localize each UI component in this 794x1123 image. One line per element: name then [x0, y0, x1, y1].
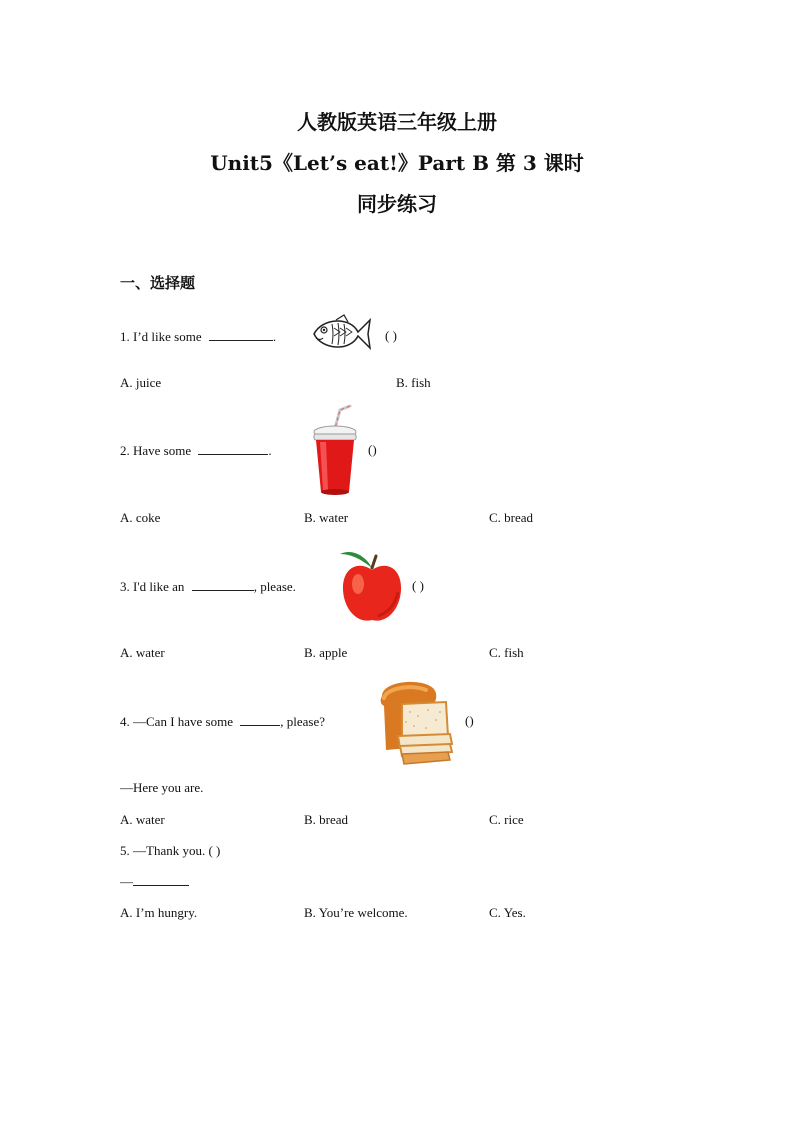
question-4-stem: 4. —Can I have some	[120, 714, 234, 729]
question-2-option-a[interactable]: A. coke	[120, 510, 161, 525]
question-3-stem-end: , please.	[253, 579, 296, 594]
question-2-stem: 2. Have some	[120, 443, 192, 458]
answer-dash: —	[120, 874, 133, 889]
worksheet-unit-title: Unit5《Let’s eat!》Part B 第 3 课时	[210, 151, 584, 175]
apple-icon	[338, 546, 406, 626]
question-1-option-a[interactable]: A. juice	[120, 375, 162, 390]
question-4-stem-end: , please?	[280, 714, 326, 729]
question-4-option-c[interactable]: C. rice	[489, 812, 524, 827]
question-4-answer-paren: ()	[465, 713, 474, 728]
question-3-option-a[interactable]: A. water	[120, 645, 165, 660]
question-4-option-b[interactable]: B. bread	[304, 812, 349, 827]
question-5-stem: 5. —Thank you. ( )	[120, 843, 221, 858]
answer-blank[interactable]	[133, 873, 189, 886]
question-3-option-c[interactable]: C. fish	[489, 645, 524, 660]
question-1-stem: 1. I’d like some	[120, 329, 202, 344]
question-2	[120, 442, 272, 459]
question-1	[120, 328, 276, 345]
worksheet-subtitle: 同步练习	[357, 192, 437, 216]
question-5-option-b[interactable]: B. You’re welcome.	[304, 905, 408, 920]
worksheet-title: 人教版英语三年级上册	[297, 110, 497, 134]
question-3-stem: 3. I'd like an	[120, 579, 185, 594]
question-3-answer-paren: ( )	[412, 578, 424, 593]
question-3	[120, 578, 296, 595]
section-heading: 一、选择题	[120, 274, 196, 292]
answer-blank[interactable]	[192, 578, 254, 591]
question-4-reply: —Here you are.	[120, 780, 204, 795]
question-5-option-a[interactable]: A. I’m hungry.	[120, 905, 198, 920]
question-2-option-c[interactable]: C. bread	[489, 510, 534, 525]
question-2-stem-end: .	[268, 443, 272, 458]
fish-icon	[310, 314, 372, 354]
question-1-stem-end: .	[272, 329, 277, 344]
answer-blank[interactable]	[198, 442, 268, 455]
coke-cup-icon	[310, 404, 360, 498]
answer-blank[interactable]	[240, 713, 280, 726]
question-1-option-b[interactable]: B. fish	[396, 375, 431, 390]
question-2-option-b[interactable]: B. water	[304, 510, 349, 525]
question-5-answer-line	[120, 873, 189, 890]
answer-blank[interactable]	[209, 328, 273, 341]
question-5-option-c[interactable]: C. Yes.	[489, 905, 526, 920]
bread-loaf-icon	[376, 676, 456, 766]
question-1-answer-paren: ( )	[385, 328, 397, 343]
question-3-option-b[interactable]: B. apple	[304, 645, 348, 660]
question-4	[120, 713, 325, 730]
question-4-option-a[interactable]: A. water	[120, 812, 165, 827]
question-2-answer-paren: ()	[368, 442, 377, 457]
